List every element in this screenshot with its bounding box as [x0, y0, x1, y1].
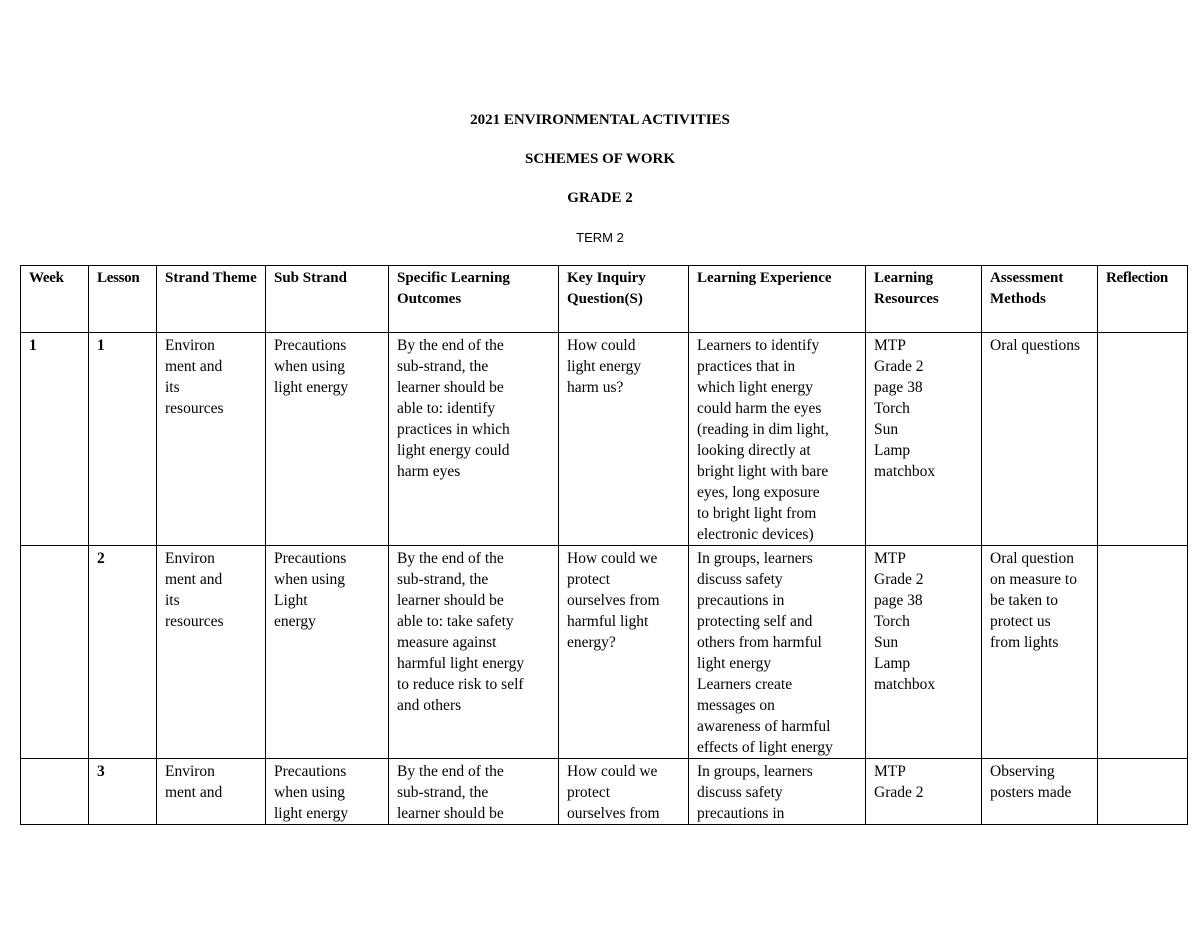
cell-line: Precautions: [274, 763, 347, 780]
cell-line: Light: [274, 592, 308, 609]
cell-line: ment and: [165, 358, 223, 375]
table-row: [21, 333, 1188, 546]
cell-line: posters made: [990, 784, 1072, 801]
cell-line: looking directly at: [697, 442, 811, 459]
cell-line: able to: take safety: [397, 613, 514, 630]
cell-line: How could: [567, 337, 636, 354]
cell-line: Environ: [165, 550, 215, 567]
cell-line: practices in which: [397, 421, 510, 438]
cell-line: light energy: [567, 358, 642, 375]
cell-learning-resources: [866, 333, 982, 546]
cell-learning-experience: [689, 759, 866, 825]
cell-line: could harm the eyes: [697, 400, 822, 417]
cell-line: By the end of the: [397, 550, 504, 567]
cell-line: page 38: [874, 592, 923, 609]
cell-reflection: [1098, 759, 1188, 825]
cell-line: effects of light energy: [697, 739, 833, 756]
cell-line: MTP: [874, 763, 906, 780]
cell-learning-resources: [866, 546, 982, 759]
header-learning-resources: Learning Resources: [866, 266, 982, 333]
cell-lesson: 1: [89, 333, 157, 546]
cell-line: resources: [165, 613, 224, 630]
cell-line: when using: [274, 784, 346, 801]
cell-assessment: [982, 333, 1098, 546]
cell-line: page 38: [874, 379, 923, 396]
cell-line: light energy: [274, 379, 349, 396]
cell-line: sub-strand, the: [397, 784, 489, 801]
cell-line: Precautions: [274, 550, 347, 567]
cell-line: protecting self and: [697, 613, 813, 630]
cell-line: Grade 2: [874, 571, 924, 588]
cell-line: harm us?: [567, 379, 624, 396]
cell-lesson: 3: [89, 759, 157, 825]
header-lesson: Lesson: [89, 266, 157, 333]
cell-line: ourselves from: [567, 805, 660, 822]
cell-key-inquiry: [559, 759, 689, 825]
cell-line: precautions in: [697, 805, 785, 822]
cell-week: [21, 759, 89, 825]
cell-line: when using: [274, 571, 346, 588]
cell-line: harm eyes: [397, 463, 461, 480]
cell-line: Torch: [874, 400, 910, 417]
cell-line: ment and: [165, 571, 223, 588]
cell-week: 1: [21, 333, 89, 546]
cell-lesson: 2: [89, 546, 157, 759]
cell-strand-theme: [157, 546, 266, 759]
cell-line: its: [165, 379, 180, 396]
cell-line: MTP: [874, 550, 906, 567]
term-heading: TERM 2: [576, 230, 624, 245]
cell-line: sub-strand, the: [397, 358, 489, 375]
cell-specific-outcomes: [389, 546, 559, 759]
header-reflection: Reflection: [1098, 266, 1188, 333]
header-sub-strand: Sub Strand: [266, 266, 389, 333]
cell-strand-theme: [157, 333, 266, 546]
cell-line: matchbox: [874, 676, 936, 693]
table-row: [21, 546, 1188, 759]
cell-line: Observing: [990, 763, 1055, 780]
cell-line: matchbox: [874, 463, 936, 480]
cell-line: Environ: [165, 763, 215, 780]
header-assessment: Assessment Methods: [982, 266, 1098, 333]
cell-line: How could we: [567, 763, 658, 780]
cell-line: protect: [567, 784, 611, 801]
cell-line: Sun: [874, 634, 899, 651]
cell-line: Sun: [874, 421, 899, 438]
cell-week: [21, 546, 89, 759]
cell-line: discuss safety: [697, 784, 783, 801]
cell-learning-resources: [866, 759, 982, 825]
cell-line: awareness of harmful: [697, 718, 831, 735]
cell-line: its: [165, 592, 180, 609]
cell-line: discuss safety: [697, 571, 783, 588]
cell-line: In groups, learners: [697, 763, 813, 780]
cell-line: harmful light energy: [397, 655, 525, 672]
cell-line: precautions in: [697, 592, 785, 609]
cell-line: learner should be: [397, 379, 504, 396]
cell-sub-strand: [266, 546, 389, 759]
cell-line: Environ: [165, 337, 215, 354]
cell-line: How could we: [567, 550, 658, 567]
scheme-table: [20, 265, 1188, 825]
cell-line: resources: [165, 400, 224, 417]
cell-line: In groups, learners: [697, 550, 813, 567]
table-row: [21, 759, 1188, 825]
cell-line: to bright light from: [697, 505, 817, 522]
table-header-row: [21, 266, 1188, 333]
cell-line: Grade 2: [874, 358, 924, 375]
cell-assessment: [982, 546, 1098, 759]
header-specific-outcomes: Specific Learning Outcomes: [389, 266, 559, 333]
cell-line: Learners create: [697, 676, 793, 693]
cell-reflection: [1098, 546, 1188, 759]
cell-line: light energy: [697, 655, 772, 672]
cell-line: energy: [274, 613, 316, 630]
cell-line: others from harmful: [697, 634, 822, 651]
cell-line: be taken to: [990, 592, 1059, 609]
cell-line: Grade 2: [874, 784, 924, 801]
cell-line: By the end of the: [397, 337, 504, 354]
cell-sub-strand: [266, 333, 389, 546]
header-week: Week: [21, 266, 89, 333]
cell-line: protect: [567, 571, 611, 588]
cell-line: Learners to identify: [697, 337, 820, 354]
cell-line: harmful light: [567, 613, 649, 630]
header-key-inquiry: Key Inquiry Question(S): [559, 266, 689, 333]
cell-line: energy?: [567, 634, 616, 651]
cell-line: measure against: [397, 634, 497, 651]
cell-specific-outcomes: [389, 759, 559, 825]
cell-key-inquiry: [559, 333, 689, 546]
cell-line: able to: identify: [397, 400, 496, 417]
cell-line: Precautions: [274, 337, 347, 354]
cell-line: By the end of the: [397, 763, 504, 780]
cell-line: from lights: [990, 634, 1059, 651]
cell-line: eyes, long exposure: [697, 484, 820, 501]
cell-line: Oral questions: [990, 337, 1080, 354]
cell-learning-experience: [689, 546, 866, 759]
cell-line: ourselves from: [567, 592, 660, 609]
cell-line: electronic devices): [697, 526, 814, 543]
cell-line: Torch: [874, 613, 910, 630]
document-title: 2021 ENVIRONMENTAL ACTIVITIES: [470, 112, 730, 128]
cell-line: on measure to: [990, 571, 1077, 588]
cell-learning-experience: [689, 333, 866, 546]
cell-line: to reduce risk to self: [397, 676, 524, 693]
cell-specific-outcomes: [389, 333, 559, 546]
cell-line: (reading in dim light,: [697, 421, 829, 438]
cell-line: learner should be: [397, 805, 504, 822]
cell-line: and others: [397, 697, 462, 714]
cell-line: sub-strand, the: [397, 571, 489, 588]
grade-heading: GRADE 2: [567, 190, 633, 206]
cell-line: bright light with bare: [697, 463, 829, 480]
cell-line: which light energy: [697, 379, 813, 396]
cell-line: when using: [274, 358, 346, 375]
cell-key-inquiry: [559, 546, 689, 759]
cell-sub-strand: [266, 759, 389, 825]
cell-assessment: [982, 759, 1098, 825]
cell-line: Lamp: [874, 655, 911, 672]
header-strand-theme: Strand Theme: [157, 266, 266, 333]
cell-line: MTP: [874, 337, 906, 354]
cell-line: ment and: [165, 784, 223, 801]
cell-line: light energy could: [397, 442, 510, 459]
cell-line: messages on: [697, 697, 775, 714]
cell-line: learner should be: [397, 592, 504, 609]
cell-line: Oral question: [990, 550, 1074, 567]
cell-line: protect us: [990, 613, 1051, 630]
header-learning-experience: Learning Experience: [689, 266, 866, 333]
cell-line: Lamp: [874, 442, 911, 459]
cell-strand-theme: [157, 759, 266, 825]
cell-reflection: [1098, 333, 1188, 546]
cell-line: light energy: [274, 805, 349, 822]
document-subtitle: SCHEMES OF WORK: [524, 151, 676, 167]
cell-line: practices that in: [697, 358, 796, 375]
